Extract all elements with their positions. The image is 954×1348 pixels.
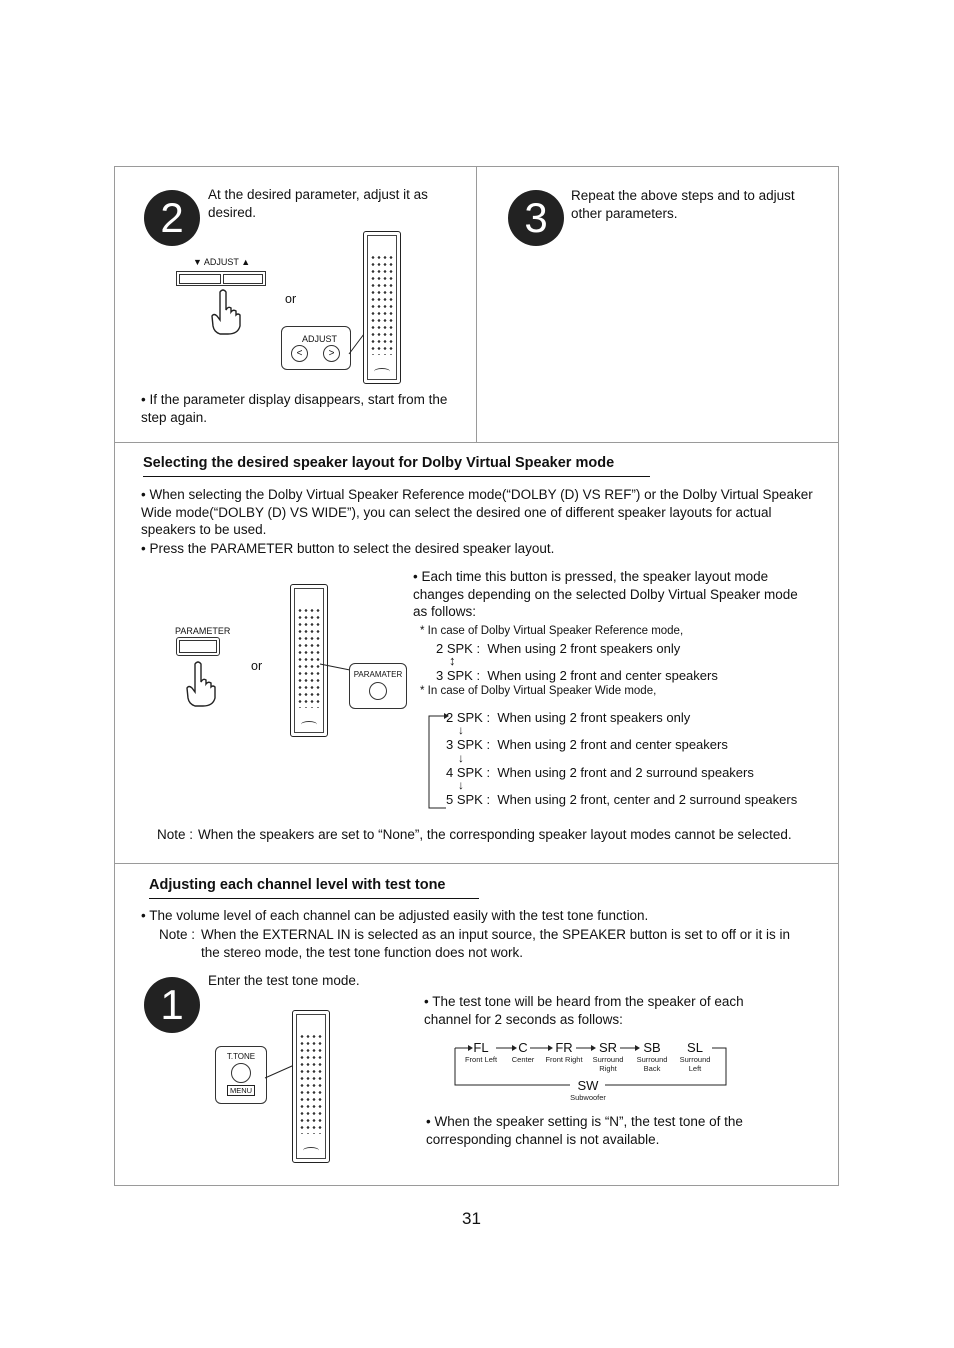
wide-row-4: 5 SPK : When using 2 front, center and 2 surround speakers <box>446 792 798 807</box>
wide-row-2: 3 SPK : When using 2 front and center speakers <box>446 737 728 752</box>
channel-sl: SL Surround Left <box>679 1040 711 1073</box>
adjust-panel-buttons[interactable] <box>176 271 266 286</box>
step-1-text: Enter the test tone mode. <box>208 973 360 988</box>
ref-row-2: 3 SPK : When using 2 front and center speakers <box>436 668 718 683</box>
adjust-down-button[interactable] <box>179 274 221 284</box>
ttone-callout <box>215 1046 267 1104</box>
or-label-parameter: or <box>251 659 263 673</box>
wide-arrow-1: ↓ <box>458 723 464 737</box>
section-divider-2 <box>114 863 839 864</box>
ttone-button[interactable] <box>231 1063 251 1083</box>
test-tone-heard-text: • The test tone will be heard from the speaker of each channel for 2 seconds as follows: <box>424 994 744 1027</box>
adjust-panel-label: ▼ ADJUST ▲ <box>193 257 251 267</box>
step-2-note: • If the parameter display disappears, start from the step again. <box>141 392 448 425</box>
remote-control-1 <box>363 231 401 384</box>
speaker-layout-note-prefix: Note : <box>157 827 194 842</box>
remote-parameter-label: PARAMATER <box>353 670 403 679</box>
page-number: 31 <box>462 1209 481 1228</box>
channel-c: C Center <box>511 1040 535 1064</box>
channel-sr: SR Surround Right <box>592 1040 624 1073</box>
wide-row-3: 4 SPK : When using 2 front and 2 surround speakers <box>446 765 754 780</box>
section-divider-1 <box>114 442 839 443</box>
test-tone-heading: Adjusting each channel level with test tone <box>149 876 479 899</box>
wide-arrow-2: ↓ <box>458 751 464 765</box>
step-2-badge: 2 <box>144 190 200 246</box>
adjust-up-button[interactable] <box>223 274 263 284</box>
step-2-text: At the desired parameter, adjust it as desired. <box>208 187 428 220</box>
adjust-left-button[interactable]: < <box>291 345 308 362</box>
step-divider <box>476 166 477 442</box>
channel-fr: FR Front Right <box>545 1040 583 1064</box>
remote-adjust-label: ADJUST <box>302 334 338 344</box>
ref-swap-arrow: ↕ <box>449 653 456 668</box>
test-tone-note-prefix: Note : <box>159 927 196 942</box>
pressing-hand-icon-2 <box>183 660 217 708</box>
menu-label: MENU <box>227 1085 255 1096</box>
adjust-right-button[interactable]: > <box>323 345 340 362</box>
speaker-layout-bullet-2: • Press the PARAMETER button to select the desired speaker layout. <box>141 541 555 556</box>
ref-case-text: * In case of Dolby Virtual Speaker Reference mode, <box>420 625 684 637</box>
speaker-layout-bullet-1: • When selecting the Dolby Virtual Speaker Reference mode(“DOLBY (D) VS REF”) or the Dolby Virtual Speaker Wide mode(“DOLBY (D) VS WIDE”), you can select the desired one of different speaker layouts for actual speakers to be used. <box>141 487 813 537</box>
n-setting-note: • When the speaker setting is “N”, the test tone of the corresponding channel is not available. <box>426 1114 743 1147</box>
ttone-label: T.TONE <box>226 1052 256 1061</box>
wide-case-text: * In case of Dolby Virtual Speaker Wide mode, <box>420 685 657 697</box>
wide-arrow-3: ↓ <box>458 778 464 792</box>
remote-parameter-button[interactable] <box>369 682 387 700</box>
remote-control-3 <box>292 1010 330 1163</box>
channel-sw: SW Subwoofer <box>570 1078 606 1102</box>
callout-line-2 <box>318 650 352 680</box>
parameter-panel-button[interactable] <box>176 637 220 656</box>
wide-row-1: 2 SPK : When using 2 front speakers only <box>446 710 691 725</box>
channel-fl: FL Front Left <box>464 1040 498 1064</box>
ref-row-1: 2 SPK : When using 2 front speakers only <box>436 641 681 656</box>
speaker-layout-note: When the speakers are set to “None”, the corresponding speaker layout modes cannot be selected. <box>198 827 792 842</box>
speaker-layout-heading: Selecting the desired speaker layout for Dolby Virtual Speaker mode <box>143 454 650 477</box>
pressing-hand-icon <box>208 288 242 336</box>
step-3-text: Repeat the above steps and to adjust other parameters. <box>571 188 795 221</box>
step-3-badge: 3 <box>508 190 564 246</box>
remote-adjust-callout <box>281 326 351 370</box>
parameter-panel-label: PARAMETER <box>175 626 231 636</box>
channel-sb: SB Surround Back <box>636 1040 668 1073</box>
remote-parameter-callout <box>349 663 407 709</box>
test-tone-note: When the EXTERNAL IN is selected as an input source, the SPEAKER button is set to off or it is in the stereo mode, the test tone function does not work. <box>201 927 791 960</box>
test-tone-bullet: • The volume level of each channel can be adjusted easily with the test tone function. <box>141 908 649 923</box>
each-time-text: • Each time this button is pressed, the speaker layout mode changes depending on the selected Dolby Virtual Speaker mode as follows: <box>413 569 798 619</box>
or-label-step2: or <box>285 292 297 306</box>
step-1-badge: 1 <box>144 977 200 1033</box>
